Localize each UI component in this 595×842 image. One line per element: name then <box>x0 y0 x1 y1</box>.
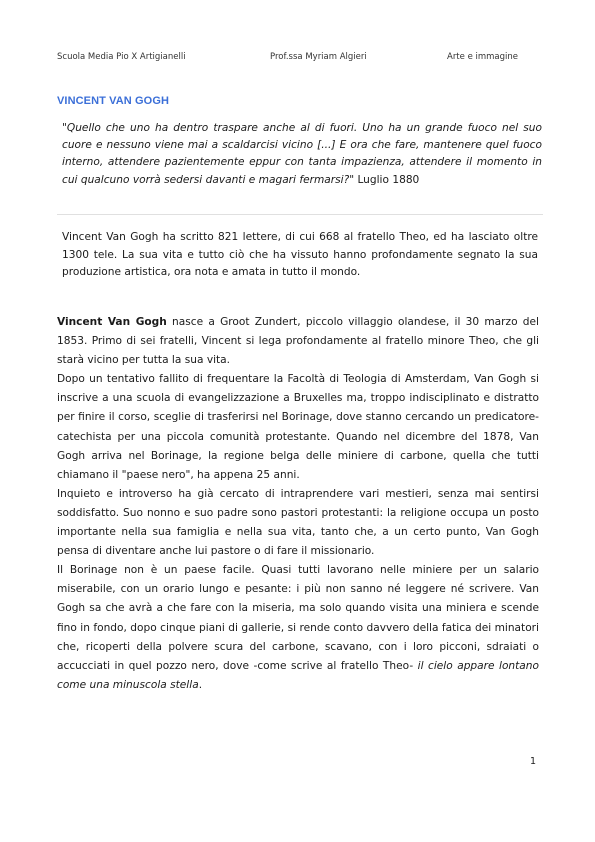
header-teacher: Prof.ssa Myriam Algieri <box>270 52 367 62</box>
section-divider <box>57 214 543 215</box>
page-number: 1 <box>530 756 537 767</box>
paragraph-1 <box>57 313 539 370</box>
document-title: VINCENT VAN GOGH <box>57 95 170 107</box>
paragraph-4-end: . <box>198 678 203 691</box>
paragraph-2: Dopo un tentativo fallito di frequentare la Facoltà di Teologia di Amsterdam, Van Gogh si inscrive a una scuola di evangelizzazione a Bruxelles ma, troppo indisciplinato e distratto per finire il corso, sceglie di trasferirsi nel Borinage, dove stanno cercando un predicatore-catechista per una piccola comunità protestante. Quando nel dicembre del 1878, Van Gogh arriva nel Borinage, la regione belga delle miniere di carbone, quella che tutti chiamano il "paese nero", ha appena 25 anni. <box>57 373 539 481</box>
paragraph-4-italic: il cielo appare lontano come una minuscola stella <box>57 659 539 691</box>
quote-text: "Quello che uno ha dentro traspare anche al di fuori. Uno ha un grande fuoco nel suo cuore e nessuno viene mai a scaldarcisi vicino [...] E ora che fare, mantenere quel fuoco interno, attendere pazientemente eppur con tanta impazienza, attendere il momento in cui qualcuno vorrà sedersi davanti e magari fermarsi?" <box>62 122 542 186</box>
paragraph-4-text: Il Borinage non è un paese facile. Quasi tutti lavorano nelle miniere per un salario miserabile, con un orario lungo e pesante: i più non sanno né leggere né scrivere. Van Gogh sa che avrà a che fare con la miseria, ma solo quando visita una miniera e scende fino in fondo, dopo cinque piani di gallerie, si rende conto davvero della fatica dei minatori che, ricoperti della polvere scura del carbone, scavano, con i loro picconi, sdraiati o accucciati in quel pozzo nero, dove -come scrive al fratello Theo- <box>57 564 539 672</box>
artist-name: Vincent Van Gogh <box>57 316 167 328</box>
header-school: Scuola Media Pio X Artigianelli <box>57 52 186 62</box>
quote-block <box>62 120 542 189</box>
paragraph-3: Inquieto e introverso ha già cercato di intraprendere vari mestieri, senza mai sentirsi soddisfatto. Suo nonno e suo padre sono pastori protestanti: la religione occupa un posto importante nella sua famiglia e nella sua vita, tanto che, a un certo punto, Van Gogh pensa di diventare anche lui pastore o di fare il missionario. <box>57 487 539 558</box>
paragraph-4 <box>57 561 539 695</box>
header-subject: Arte e immagine <box>447 52 519 62</box>
intro-paragraph: Vincent Van Gogh ha scritto 821 lettere, di cui 668 al fratello Theo, ed ha lasciato oltre 1300 tele. La sua vita e tutto ciò che ha vissuto hanno profondamente segnato la sua produzione artistica, ora nota e amata in tutto il mondo. <box>62 231 538 279</box>
quote-date: Luglio 1880 <box>354 173 420 186</box>
body-text <box>57 313 539 695</box>
paragraph-1-text: nasce a Groot Zundert, piccolo villaggio olandese, il 30 marzo del 1853. Primo di sei fratelli, Vincent si lega profondamente al fratello minore Theo, che gli starà vicino per tutta la sua vita. <box>57 316 539 367</box>
page-header <box>57 52 537 64</box>
